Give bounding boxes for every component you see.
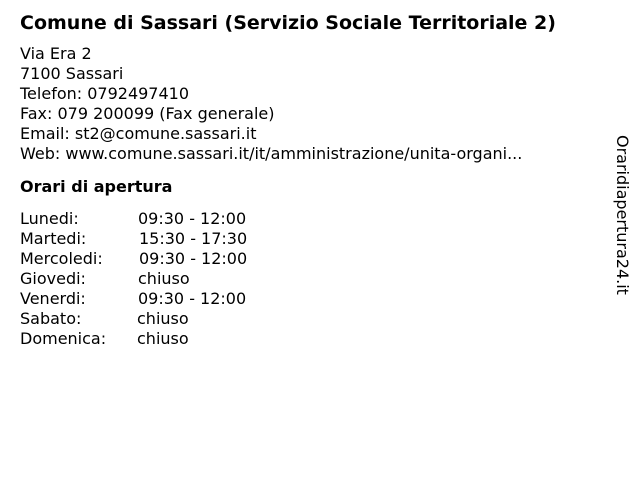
time-value: chiuso [138, 269, 190, 288]
hours-row-tuesday [20, 229, 610, 249]
day-label: Venerdi: [20, 289, 86, 308]
hours-row-saturday [20, 309, 610, 329]
day-label: Sabato: [20, 309, 82, 328]
city-address: 7100 Sassari [20, 64, 124, 83]
time-value: chiuso [137, 309, 189, 328]
hours-table [20, 209, 610, 349]
site-watermark: Oraridiapertura24.it [613, 135, 632, 295]
web-line: Web: www.comune.sassari.it/it/amministrazione/unita-organi... [20, 144, 523, 163]
hours-heading: Orari di apertura [20, 177, 173, 196]
time-value: chiuso [137, 329, 189, 348]
time-value: 15:30 - 17:30 [139, 229, 248, 248]
email-line: Email: st2@comune.sassari.it [20, 124, 257, 143]
time-value: 09:30 - 12:00 [138, 289, 247, 308]
fax-line: Fax: 079 200099 (Fax generale) [20, 104, 275, 123]
street-address: Via Era 2 [20, 44, 92, 63]
day-label: Mercoledi: [20, 249, 103, 268]
contact-block [20, 44, 610, 164]
hours-row-thursday [20, 269, 610, 289]
phone-line: Telefon: 0792497410 [20, 84, 190, 103]
day-label: Giovedi: [20, 269, 86, 288]
hours-row-friday [20, 289, 610, 309]
day-label: Lunedi: [20, 209, 79, 228]
time-value: 09:30 - 12:00 [139, 249, 248, 268]
hours-row-sunday [20, 329, 610, 349]
day-label: Martedi: [20, 229, 87, 248]
office-card [20, 10, 610, 349]
office-title: Comune di Sassari (Servizio Sociale Territoriale 2) [20, 12, 556, 34]
time-value: 09:30 - 12:00 [138, 209, 247, 228]
hours-row-wednesday [20, 249, 610, 269]
day-label: Domenica: [20, 329, 107, 348]
hours-row-monday [20, 209, 610, 229]
